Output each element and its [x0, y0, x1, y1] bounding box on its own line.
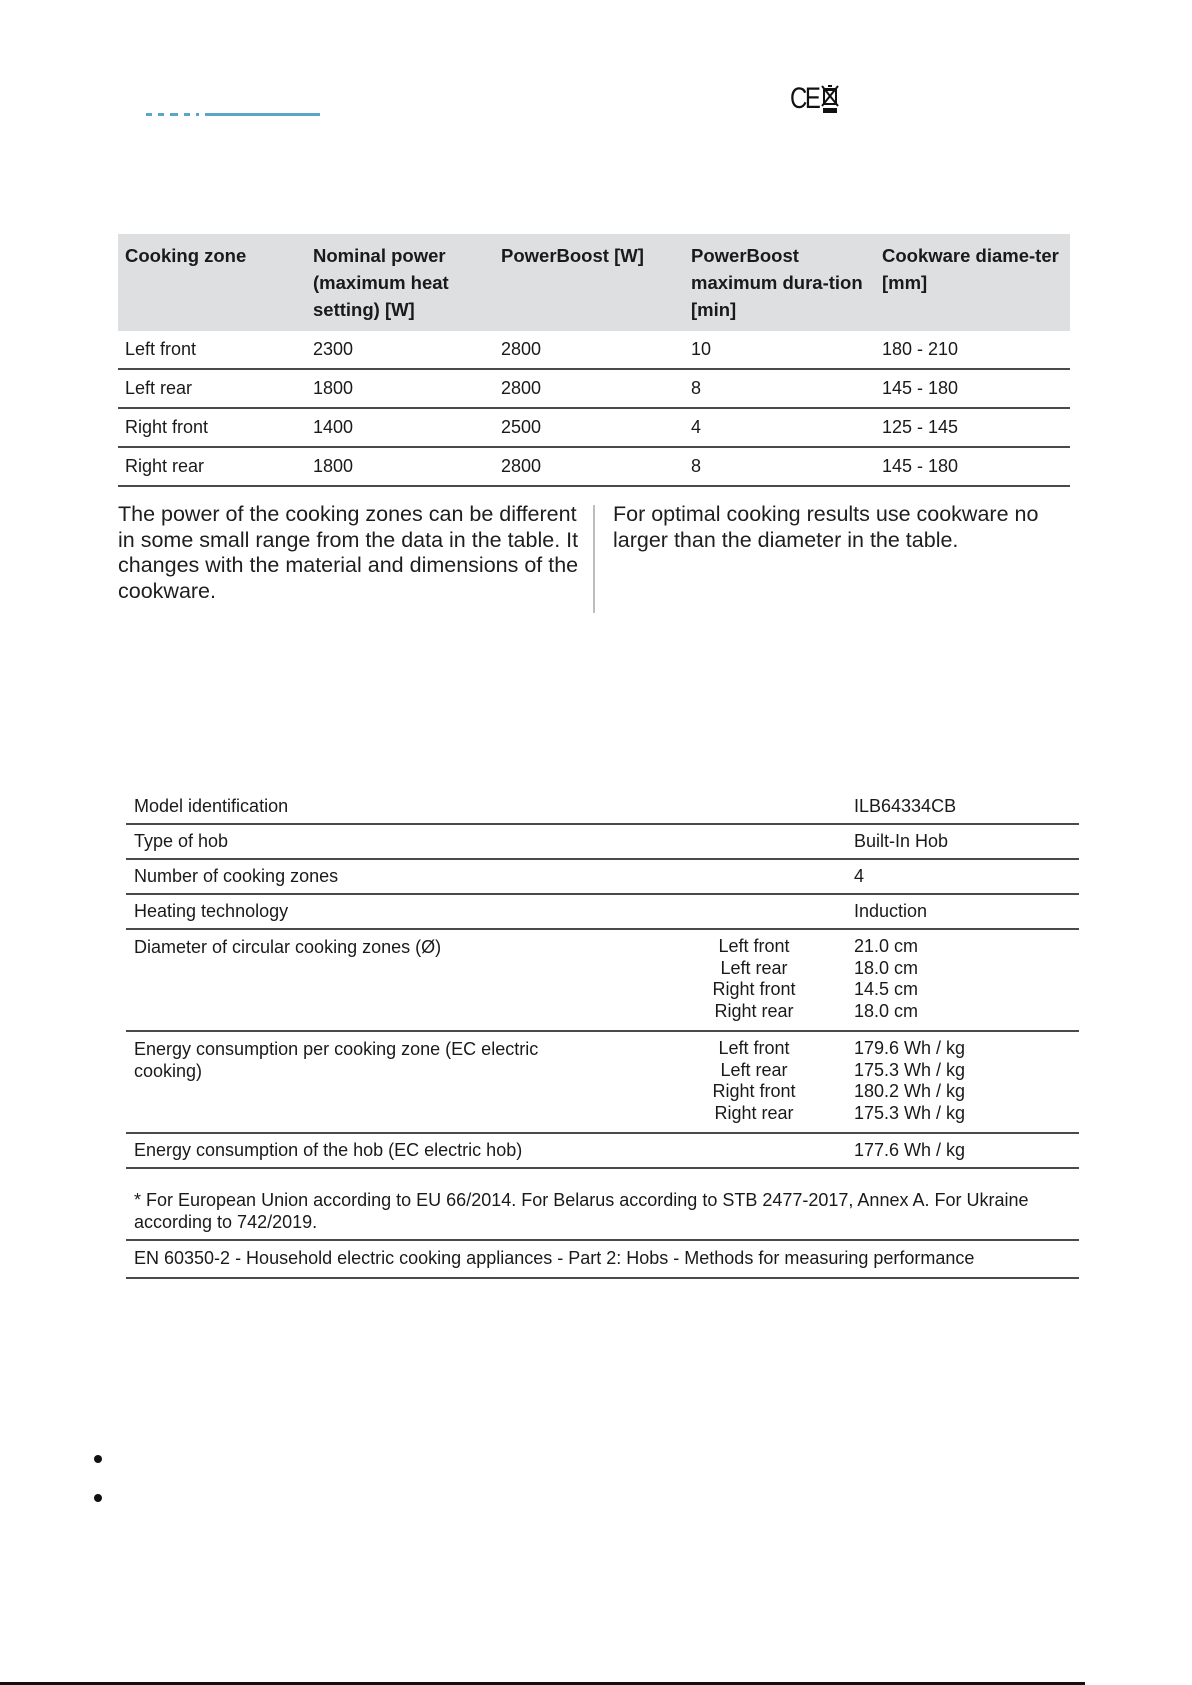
cell-boost: 2800 [494, 447, 684, 486]
table-row-technology [126, 895, 1079, 930]
zone-name: Right rear [714, 1102, 794, 1123]
cell-zone: Right rear [118, 447, 306, 486]
zone-value: 18.0 cm [854, 1000, 919, 1021]
cell-nominal: 1400 [306, 408, 494, 447]
cell-diameter: 145 - 180 [875, 447, 1070, 486]
energy-table [126, 790, 1079, 1279]
row-label: Number of cooking zones [134, 866, 339, 886]
rule-dash [146, 113, 152, 116]
header-powerboost: PowerBoost [W] [494, 234, 684, 331]
rule-dash [170, 113, 178, 116]
zone-value: 180.2 Wh / kg [854, 1081, 966, 1101]
certification-marks [790, 84, 840, 114]
cookware-size-note: For optimal cooking results use cookware no larger than the diameter in the table. [613, 502, 1039, 552]
zone-name: Left rear [720, 957, 788, 978]
cell-nominal: 2300 [306, 331, 494, 369]
cell-diameter: 125 - 145 [875, 408, 1070, 447]
rule-solid [205, 113, 320, 116]
zone-name: Left front [718, 936, 790, 956]
zone-values [854, 936, 1079, 1022]
table-row [118, 369, 1070, 408]
list-bullet [94, 1455, 102, 1463]
table-row-diameter [126, 930, 1079, 1032]
header-accent-rule [146, 113, 320, 116]
row-value: 177.6 Wh / kg [854, 1140, 966, 1160]
cell-diameter: 145 - 180 [875, 369, 1070, 408]
table-row [118, 447, 1070, 486]
zone-name: Left rear [720, 1059, 788, 1080]
row-value: 4 [854, 866, 865, 886]
rule-dash [196, 113, 199, 116]
cell-duration: 8 [684, 369, 875, 408]
power-table-header [118, 234, 1070, 331]
zone-value: 14.5 cm [854, 979, 919, 999]
zone-list [654, 936, 854, 1022]
zone-value: 175.3 Wh / kg [854, 1059, 966, 1080]
regulation-footnote: * For European Union according to EU 66/2014. For Belarus according to STB 2477-2017, Annex A. For Ukraine according to 742/2019. [126, 1169, 1079, 1241]
zone-name: Right front [712, 1081, 796, 1101]
table-row-energy-per-zone [126, 1032, 1079, 1134]
table-row-zones [126, 860, 1079, 895]
row-value: ILB64334CB [854, 796, 957, 816]
cell-zone: Left rear [118, 369, 306, 408]
table-row-type [126, 825, 1079, 860]
rule-dash [184, 113, 190, 116]
row-value: Induction [854, 901, 928, 921]
cell-duration: 8 [684, 447, 875, 486]
header-powerboost-duration: PowerBoost maximum dura-tion [min] [684, 234, 875, 331]
cell-nominal: 1800 [306, 369, 494, 408]
header-cooking-zone: Cooking zone [118, 234, 306, 331]
table-row [118, 331, 1070, 369]
cell-nominal: 1800 [306, 447, 494, 486]
zone-name: Left front [718, 1038, 790, 1058]
row-label: Model identification [134, 796, 289, 816]
cell-diameter: 180 - 210 [875, 331, 1070, 369]
zone-value: 179.6 Wh / kg [854, 1038, 966, 1058]
row-label: Heating technology [134, 901, 289, 921]
row-label: Energy consumption per cooking zone (EC electric cooking) [134, 1039, 539, 1081]
cell-duration: 4 [684, 408, 875, 447]
row-label: Diameter of circular cooking zones (Ø) [134, 937, 442, 957]
cell-boost: 2500 [494, 408, 684, 447]
cell-zone: Left front [118, 331, 306, 369]
zone-name: Right rear [714, 1000, 794, 1021]
table-row-energy-hob [126, 1134, 1079, 1169]
power-table [118, 234, 1070, 487]
measurement-standard: EN 60350-2 - Household electric cooking appliances - Part 2: Hobs - Methods for measuring performance [126, 1241, 1079, 1279]
ce-mark-icon: CE [790, 82, 819, 115]
note-divider [593, 505, 595, 613]
crossed-out-wheelie-bin-icon [820, 84, 840, 114]
row-value: Built-In Hob [854, 831, 949, 851]
zone-value: 175.3 Wh / kg [854, 1102, 966, 1123]
row-label: Energy consumption of the hob (EC electric hob) [134, 1140, 523, 1160]
cell-boost: 2800 [494, 331, 684, 369]
row-label: Type of hob [134, 831, 229, 851]
zone-values [854, 1038, 1079, 1124]
header-nominal-power: Nominal power (maximum heat setting) [W] [306, 234, 494, 331]
cell-zone: Right front [118, 408, 306, 447]
cell-duration: 10 [684, 331, 875, 369]
zone-value: 21.0 cm [854, 936, 919, 956]
header-cookware-diameter: Cookware diame-ter [mm] [875, 234, 1070, 331]
zone-name: Right front [712, 979, 796, 999]
zone-value: 18.0 cm [854, 957, 919, 978]
table-row [118, 408, 1070, 447]
table-row-model [126, 790, 1079, 825]
list-bullet [94, 1494, 102, 1502]
rule-dash [158, 113, 164, 116]
power-variation-note: The power of the cooking zones can be different in some small range from the data in the table. It changes with the material and dimensions of the cookware. [118, 502, 579, 603]
zone-list [654, 1038, 854, 1124]
cell-boost: 2800 [494, 369, 684, 408]
